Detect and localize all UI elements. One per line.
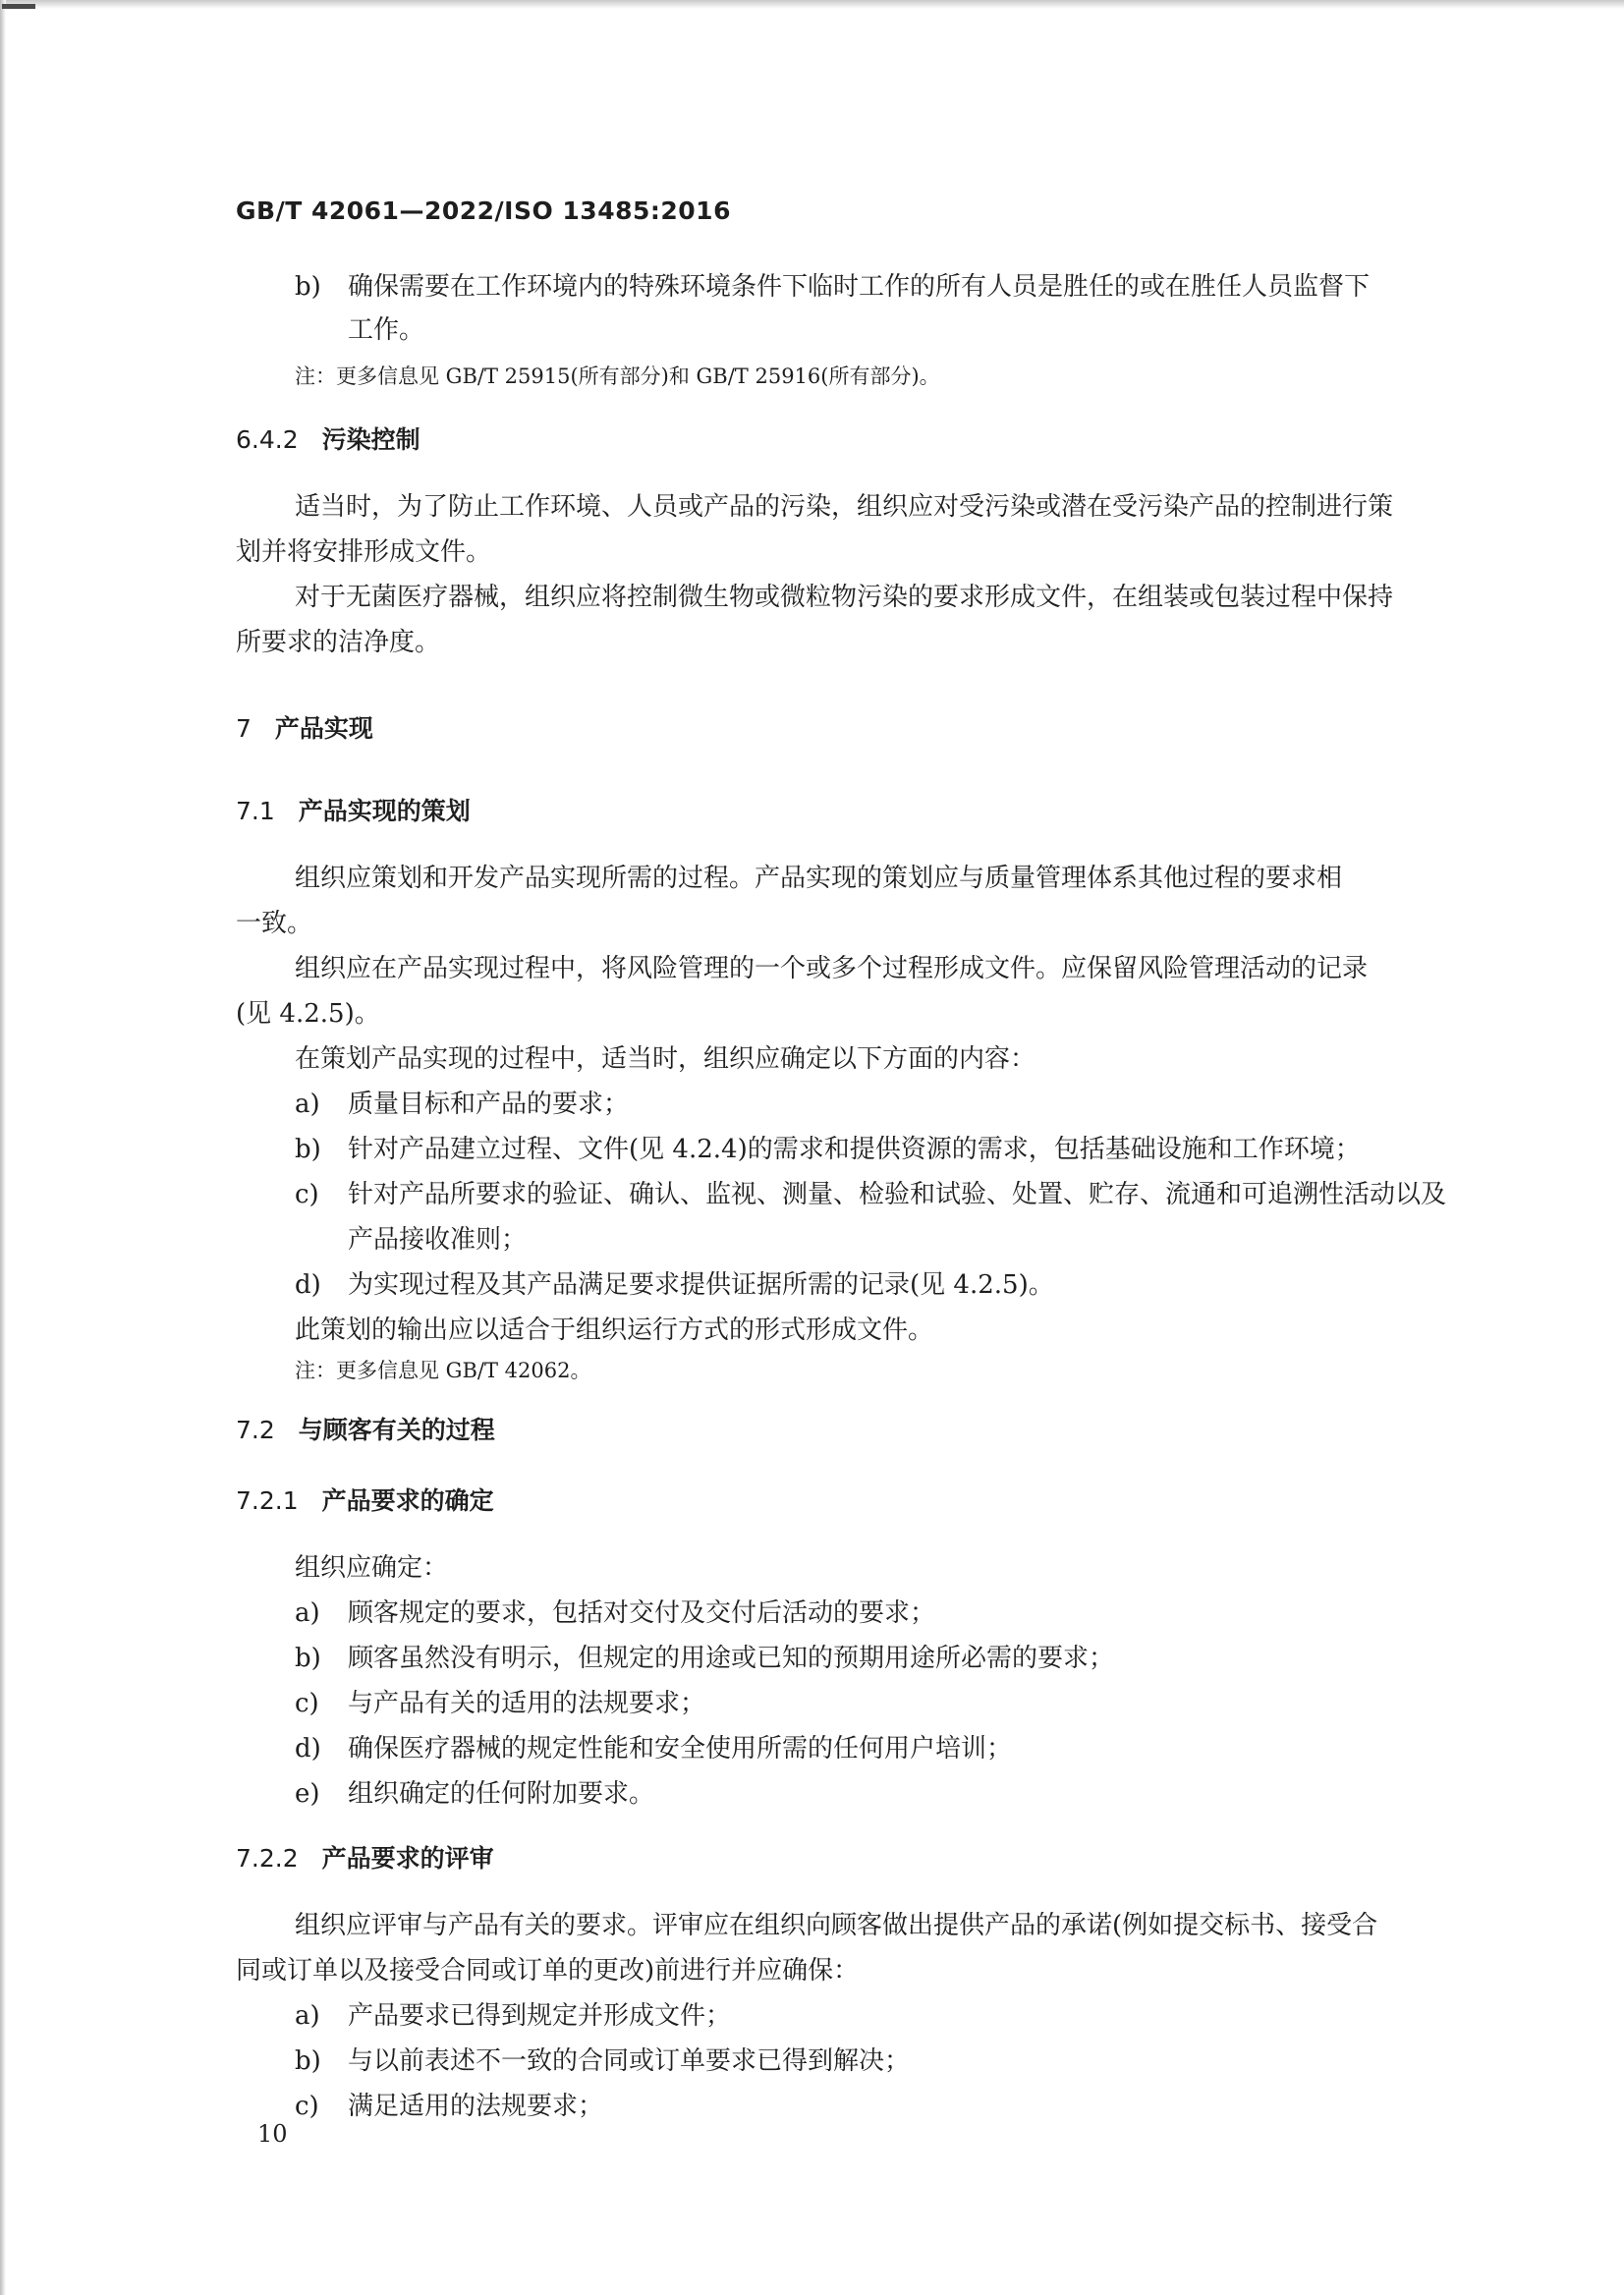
- list-item-text: 组织确定的任何附加要求。: [348, 1779, 655, 1809]
- scan-top-edge: [0, 0, 1624, 9]
- list-item-b: [295, 267, 1370, 307]
- list-marker: e): [295, 1779, 320, 1809]
- paragraph-continuation: 划并将安排形成文件。: [236, 537, 492, 567]
- section-heading-6-4-2: [236, 420, 420, 460]
- list-item-continuation: 产品接收准则；: [348, 1225, 528, 1255]
- chapter-number: 7: [236, 714, 252, 743]
- list-item-a: [295, 1085, 629, 1124]
- paragraph: 组织应确定：: [295, 1553, 449, 1583]
- paragraph-continuation: 所要求的洁净度。: [236, 628, 441, 657]
- list-item-text: 产品要求已得到规定并形成文件；: [348, 2001, 732, 2031]
- section-title: 产品要求的确定: [321, 1486, 494, 1515]
- section-heading-7-2-2: [236, 1839, 494, 1878]
- list-item-text: 满足适用的法规要求；: [348, 2092, 604, 2121]
- list-item-continuation: 工作。: [348, 315, 425, 345]
- list-item-d: [295, 1265, 1054, 1305]
- list-item-text: 针对产品所要求的验证、确认、监视、测量、检验和试验、处置、贮存、流通和可追溯性活动以及: [348, 1180, 1447, 1209]
- list-item-text: 为实现过程及其产品满足要求提供证据所需的记录(见 4.2.5)。: [348, 1270, 1054, 1300]
- list-marker: b): [295, 1644, 321, 1673]
- chapter-title: 产品实现: [274, 714, 373, 743]
- note: 注：更多信息见 GB/T 42062。: [295, 1359, 591, 1382]
- paragraph: 组织应策划和开发产品实现所需的过程。产品实现的策划应与质量管理体系其他过程的要求相: [295, 864, 1343, 893]
- list-marker: d): [295, 1734, 321, 1763]
- list-item-b: [295, 1639, 1114, 1678]
- chapter-heading-7: [236, 709, 373, 749]
- section-number: 7.2: [236, 1416, 275, 1444]
- scan-corner-mark: [2, 4, 35, 9]
- list-marker: a): [295, 2001, 320, 2031]
- paragraph-continuation: 同或订单以及接受合同或订单的更改)前进行并应确保：: [236, 1956, 860, 1986]
- list-marker: c): [295, 2092, 319, 2121]
- list-marker: b): [295, 2046, 321, 2076]
- section-title: 产品实现的策划: [298, 797, 471, 825]
- list-item-b: [295, 1130, 1361, 1169]
- paragraph: 在策划产品实现的过程中，适当时，组织应确定以下方面的内容：: [295, 1044, 1036, 1074]
- paragraph: 组织应在产品实现过程中，将风险管理的一个或多个过程形成文件。应保留风险管理活动的记录: [295, 954, 1369, 983]
- list-item-text: 顾客规定的要求，包括对交付及交付后活动的要求；: [348, 1598, 936, 1628]
- section-number: 6.4.2: [236, 425, 299, 454]
- list-marker: a): [295, 1090, 320, 1119]
- section-heading-7-1: [236, 792, 471, 831]
- section-number: 7.2.1: [236, 1486, 299, 1515]
- list-marker: b): [295, 272, 321, 302]
- section-heading-7-2-1: [236, 1482, 494, 1521]
- scan-left-edge: [0, 0, 6, 2295]
- paragraph-continuation: 一致。: [236, 909, 313, 938]
- list-item-c: [295, 2087, 603, 2126]
- paragraph: 此策划的输出应以适合于组织运行方式的形式形成文件。: [295, 1315, 934, 1345]
- paragraph: 对于无菌医疗器械，组织应将控制微生物或微粒物污染的要求形成文件，在组装或包装过程中保持: [295, 583, 1394, 612]
- list-item-d: [295, 1729, 1012, 1768]
- page-number: 10: [257, 2120, 288, 2148]
- list-item-a: [295, 1996, 731, 2036]
- section-title: 产品要求的评审: [321, 1844, 494, 1873]
- paragraph-continuation: (见 4.2.5)。: [236, 999, 380, 1029]
- section-heading-7-2: [236, 1411, 495, 1450]
- list-item-c: [295, 1175, 1446, 1214]
- section-title: 污染控制: [321, 425, 420, 454]
- paragraph: 适当时，为了防止工作环境、人员或产品的污染，组织应对受污染或潜在受污染产品的控制进行策: [295, 492, 1394, 522]
- standard-header: GB/T 42061—2022/ISO 13485:2016: [236, 196, 731, 225]
- list-item-text: 顾客虽然没有明示，但规定的用途或已知的预期用途所必需的要求；: [348, 1644, 1115, 1673]
- list-item-text: 与以前表述不一致的合同或订单要求已得到解决；: [348, 2046, 911, 2076]
- list-marker: a): [295, 1598, 320, 1628]
- list-item-a: [295, 1594, 935, 1633]
- list-marker: c): [295, 1689, 319, 1718]
- list-item-b: [295, 2042, 910, 2081]
- list-marker: b): [295, 1135, 321, 1164]
- list-item-e: [295, 1774, 654, 1814]
- list-marker: c): [295, 1180, 319, 1209]
- note: 注：更多信息见 GB/T 25915(所有部分)和 GB/T 25916(所有部分)。: [295, 364, 940, 388]
- paragraph: 组织应评审与产品有关的要求。评审应在组织向顾客做出提供产品的承诺(例如提交标书、接受合: [295, 1911, 1378, 1940]
- list-item-c: [295, 1684, 705, 1723]
- list-item-text: 针对产品建立过程、文件(见 4.2.4)的需求和提供资源的需求，包括基础设施和工作环境；: [348, 1135, 1361, 1164]
- section-number: 7.2.2: [236, 1844, 299, 1873]
- section-number: 7.1: [236, 797, 275, 825]
- list-marker: d): [295, 1270, 321, 1300]
- list-item-text: 与产品有关的适用的法规要求；: [348, 1689, 706, 1718]
- list-item-text: 质量目标和产品的要求；: [348, 1090, 630, 1119]
- list-item-text: 确保需要在工作环境内的特殊环境条件下临时工作的所有人员是胜任的或在胜任人员监督下: [348, 272, 1371, 302]
- section-title: 与顾客有关的过程: [298, 1416, 495, 1444]
- list-item-text: 确保医疗器械的规定性能和安全使用所需的任何用户培训；: [348, 1734, 1013, 1763]
